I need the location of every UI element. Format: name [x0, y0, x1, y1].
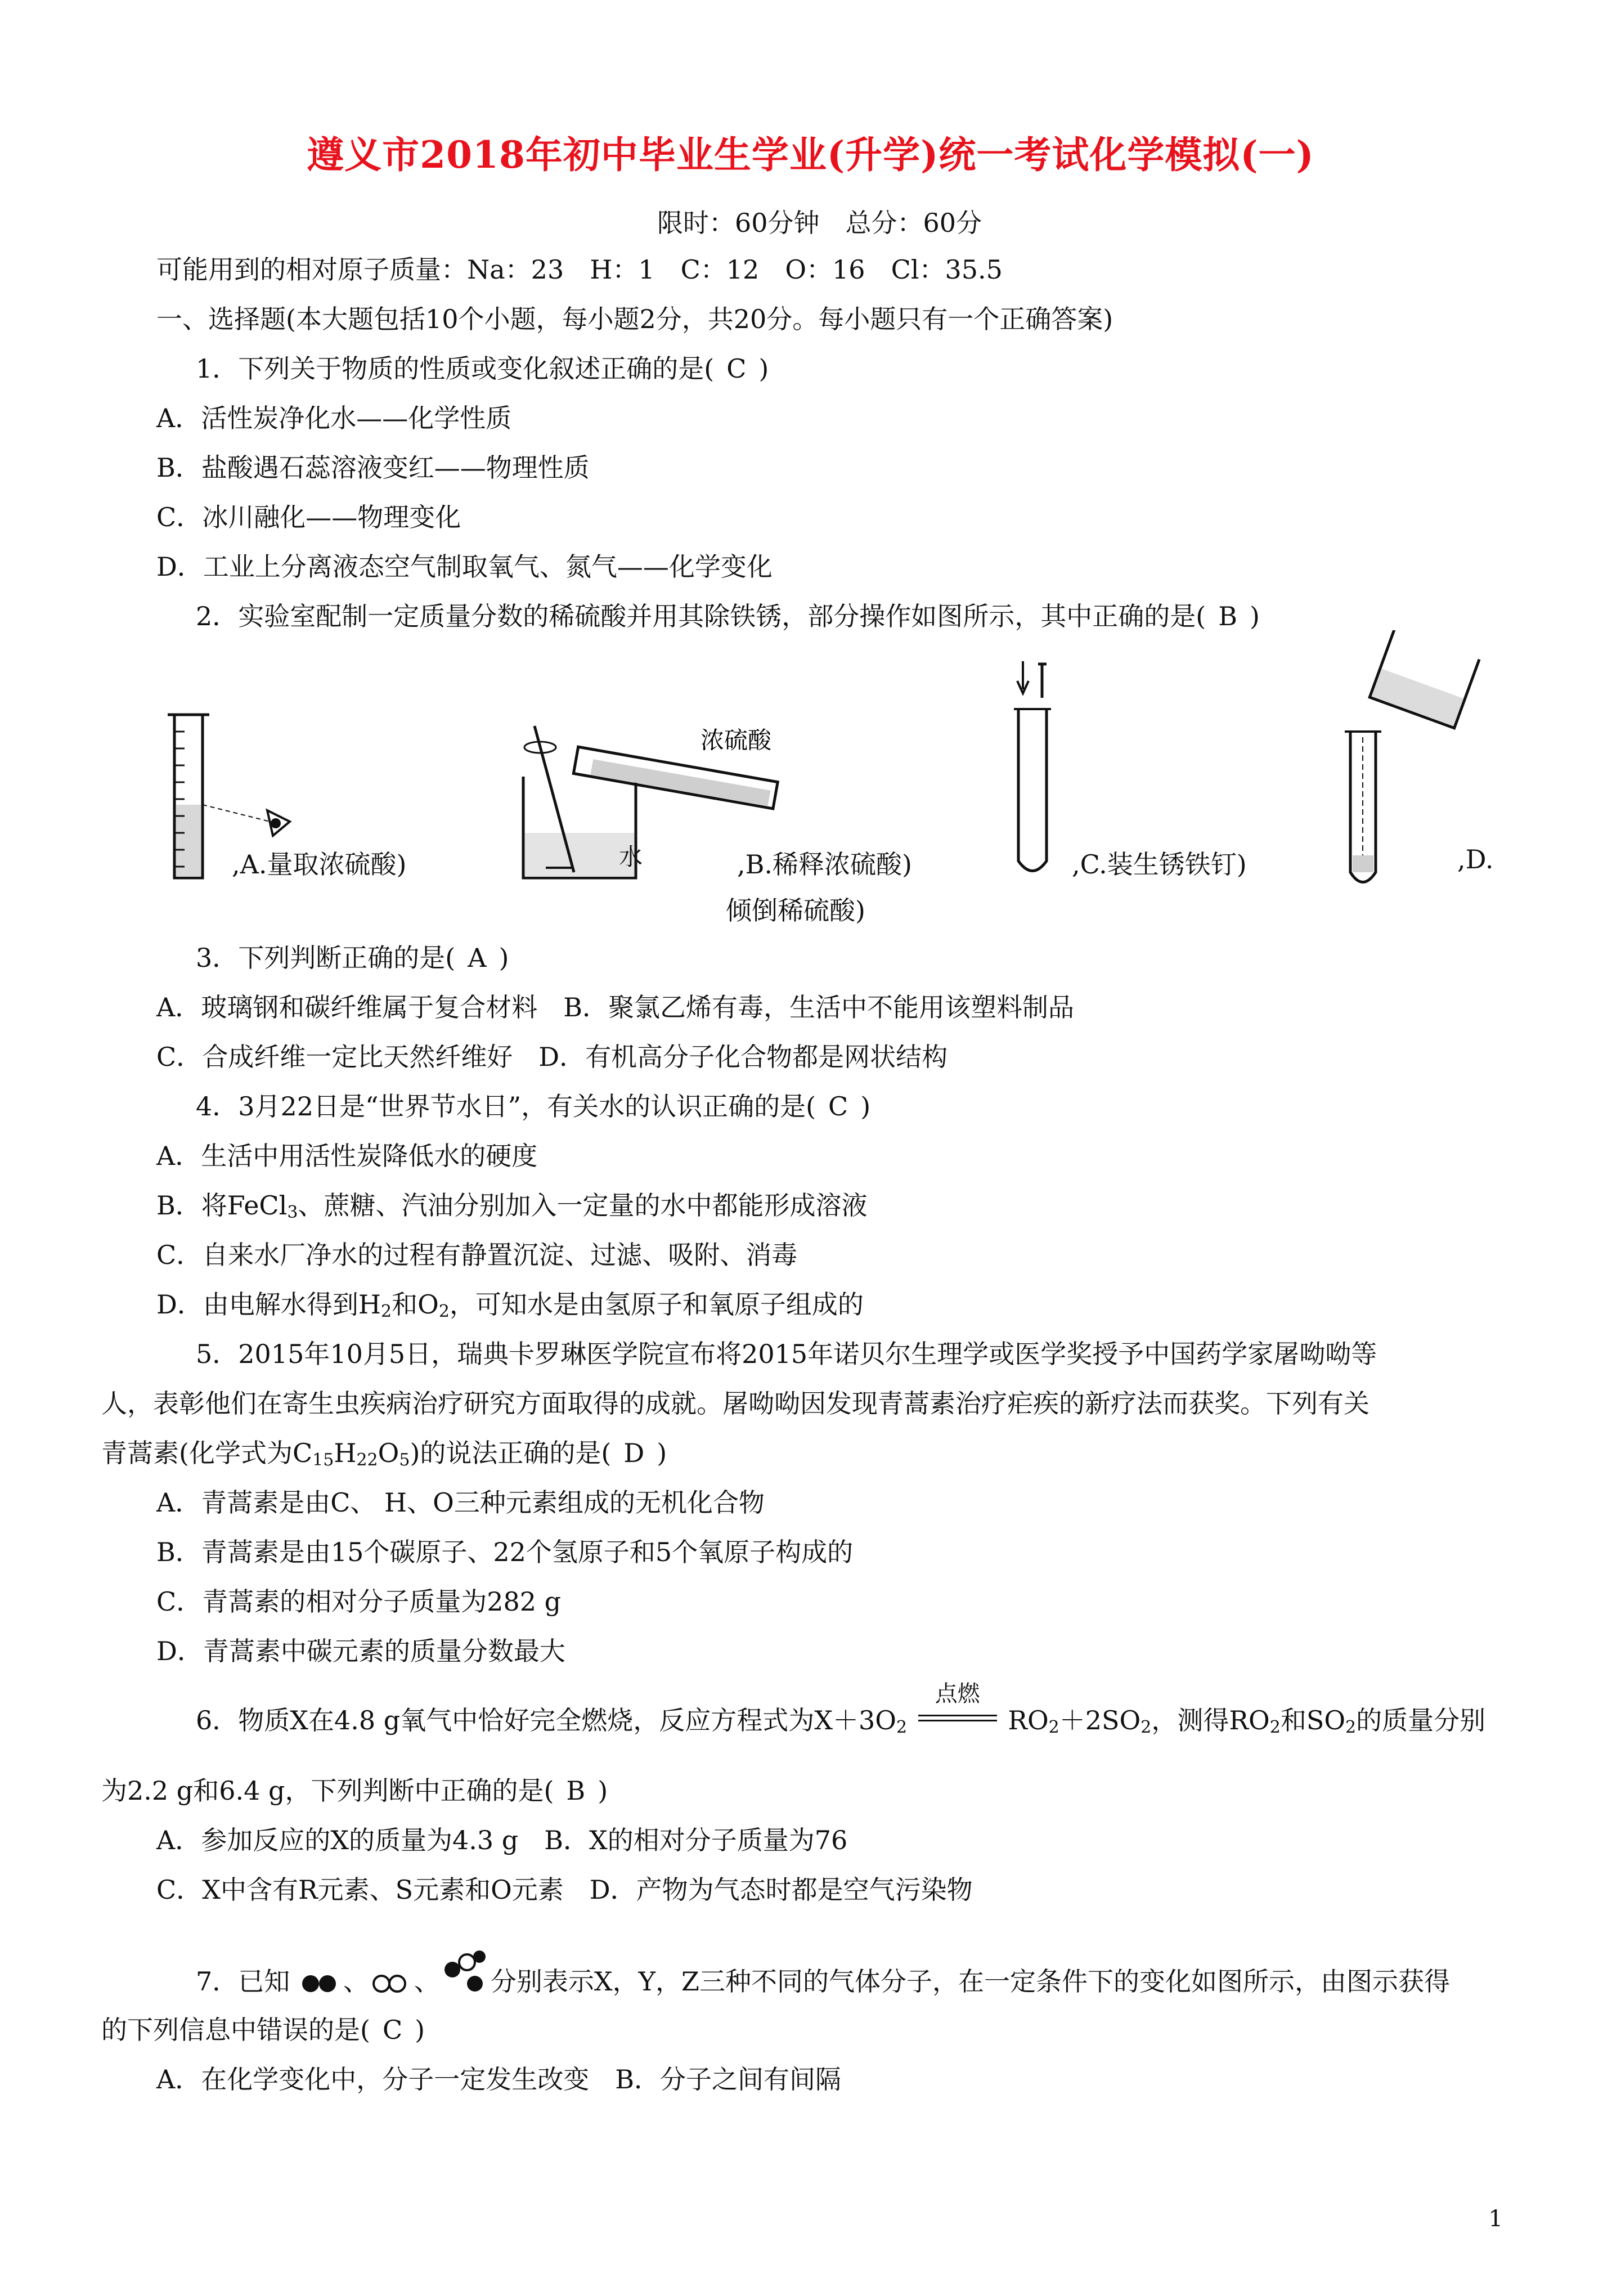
reaction-condition: 点燃	[935, 1681, 980, 1707]
acid-label: 浓硫酸	[701, 727, 772, 754]
q1-option-c: C．冰川融化——物理变化	[156, 502, 461, 532]
question-4-stem: 4．3月22日是“世界节水日”，有关水的认识正确的是( C )	[196, 1091, 871, 1122]
question-7-line-1: 7．已知 、 、 分别表示X，Y，Z三种不同的气体分子，在一定条件下的变化如图所示，由图示获得	[196, 1950, 1450, 2001]
q4-option-c: C．自来水厂净水的过程有静置沉淀、过滤、吸附、消毒	[156, 1240, 798, 1270]
answer-3: A	[468, 943, 487, 973]
q4-option-b: B．将FeCl$_3$、蔗糖、汽油分别加入一定量的水中都能形成溶液	[156, 1190, 868, 1222]
molecule-x-icon	[298, 1972, 343, 1995]
q3-options-ab: A．玻璃钢和碳纤维属于复合材料 B．聚氯乙烯有毒，生活中不能用该塑料制品	[156, 992, 1075, 1023]
atomic-masses: 可能用到的相对原子质量：Na：23 H：1 C：12 O：16 Cl：35.5	[156, 254, 1003, 285]
figure-b-caption: ,B.稀释浓硫酸)	[737, 849, 912, 880]
exam-title: 遵义市2018年初中毕业生学业(升学)统一考试化学模拟(一)	[307, 133, 1314, 177]
q5-option-c: C．青蒿素的相对分子质量为282 g	[156, 1586, 562, 1617]
molecule-y-icon	[369, 1972, 414, 1995]
molecule-z-icon	[440, 1950, 491, 2001]
q5-option-a: A．青蒿素是由C、 H、O三种元素组成的无机化合物	[156, 1487, 765, 1518]
answer-5: D	[623, 1438, 645, 1468]
q5-option-d: D．青蒿素中碳元素的质量分数最大	[156, 1636, 565, 1666]
q1-option-a: A．活性炭净化水——化学性质	[156, 403, 512, 433]
q2-figures	[101, 658, 1575, 951]
question-7-line-2: 的下列信息中错误的是( C )	[101, 2015, 425, 2045]
q4-option-a: A．生活中用活性炭降低水的硬度	[156, 1141, 538, 1171]
question-2-stem: 2．实验室配制一定质量分数的稀硫酸并用其除铁锈，部分操作如图所示，其中正确的是( B )	[196, 601, 1260, 631]
answer-2: B	[1218, 601, 1238, 631]
question-5-line-3: 青蒿素(化学式为$C_{15}H_{22}O_5$)的说法正确的是( D )	[101, 1438, 667, 1470]
reaction-arrow	[915, 1681, 1000, 1736]
q3-options-cd: C．合成纤维一定比天然纤维好 D．有机高分子化合物都是网状结构	[156, 1042, 948, 1072]
question-6-line-2: 为2.2 g和6.4 g，下列判断中正确的是( B )	[101, 1775, 608, 1806]
question-6-line-1: 6．物质X在4.8 g氧气中恰好完全燃烧，反应方程式为$X+3O_2$ 点燃 $RO_2+2SO_2$，测得$RO_2$和$SO_2$的质量分别	[196, 1681, 1486, 1737]
q5-option-b: B．青蒿素是由15个碳原子、22个氢原子和5个氧原子构成的	[156, 1537, 854, 1567]
q7-options-ab: A．在化学变化中，分子一定发生改变 B．分子之间有间隔	[156, 2064, 842, 2095]
answer-7: C	[382, 2015, 403, 2045]
answer-1: C	[726, 353, 747, 384]
figure-d-caption: ,D.	[1457, 844, 1494, 875]
q1-option-b: B．盐酸遇石蕊溶液变红——物理性质	[156, 452, 590, 483]
answer-6: B	[566, 1775, 586, 1806]
time-limit: 限时：60分钟 总分：60分	[657, 208, 982, 238]
q1-option-d: D．工业上分离液态空气制取氧气、氮气——化学变化	[156, 551, 773, 582]
q6-options-ab: A．参加反应的X的质量为4.3 g B．X的相对分子质量为76	[156, 1825, 848, 1855]
q4-option-d: D．由电解水得到$H_2$和$O_2$，可知水是由氢原子和氧原子组成的	[156, 1289, 864, 1321]
page-number: 1	[1488, 2206, 1503, 2232]
figure-d-caption-continued: 倾倒稀硫酸)	[726, 895, 865, 926]
water-label: 水	[619, 843, 643, 871]
answer-4: C	[828, 1091, 848, 1122]
q6-options-cd: C．X中含有R元素、S元素和O元素 D．产物为气态时都是空气污染物	[156, 1875, 973, 1905]
question-3-stem: 3．下列判断正确的是( A )	[196, 943, 509, 973]
question-5-line-1: 5．2015年10月5日，瑞典卡罗琳医学院宣布将2015年诺贝尔生理学或医学奖授予中国药学家屠呦呦等	[196, 1339, 1377, 1369]
figure-a-caption: ,A.量取浓硫酸)	[232, 849, 407, 880]
section-heading: 一、选择题(本大题包括10个小题，每小题2分，共20分。每小题只有一个正确答案)	[156, 304, 1113, 334]
question-5-line-2: 人，表彰他们在寄生虫疾病治疗研究方面取得的成就。屠呦呦因发现青蒿素治疗疟疾的新疗法而获奖。下列有关	[101, 1388, 1369, 1419]
figure-c-caption: ,C.装生锈铁钉)	[1072, 849, 1247, 880]
question-1-stem: 1．下列关于物质的性质或变化叙述正确的是( C )	[196, 353, 769, 384]
